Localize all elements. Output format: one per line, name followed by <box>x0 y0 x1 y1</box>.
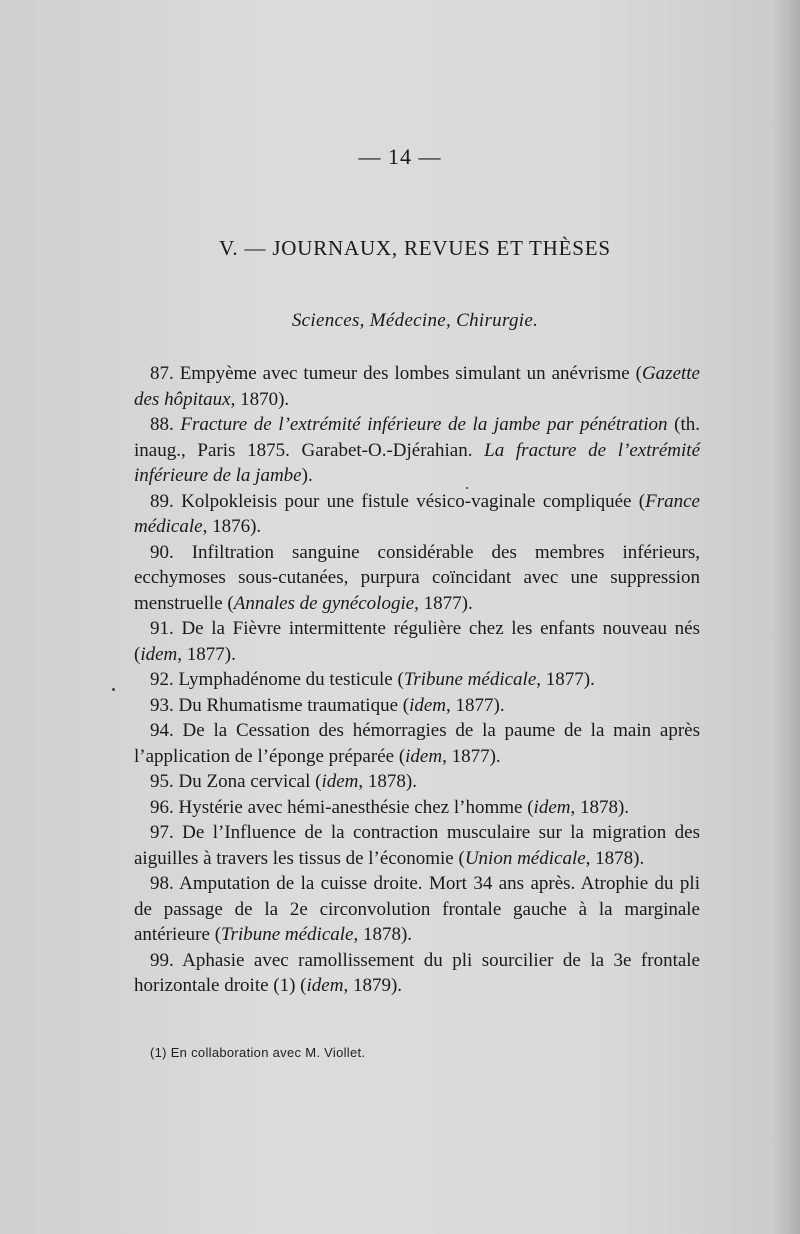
entry-number: 88. <box>150 414 181 435</box>
entry-number: 92. <box>150 669 179 690</box>
entry-source-italic: idem <box>533 796 571 818</box>
bibliography-entry <box>134 718 700 769</box>
entry-source-italic: idem <box>306 975 344 996</box>
entry-source-italic: Union médicale <box>464 847 586 869</box>
entry-text: Infiltration sanguine considérable des membres inférieurs, ecchymoses sous-cutanées, purpura coïncidant avec une suppression menstruelle ( <box>134 541 700 614</box>
bibliography-entry <box>134 820 700 871</box>
bibliography-entry <box>134 948 700 999</box>
page-number: — 14 — <box>358 144 442 169</box>
entry-number: 95. <box>150 771 179 792</box>
entry-text: , 1877). <box>177 643 236 665</box>
entry-text: De la Cessation des hémorragies de la paume de la main après l’application de l’éponge préparée ( <box>134 720 701 767</box>
entry-number: 93. <box>150 694 179 716</box>
print-speck <box>112 688 115 691</box>
entry-text: Du Rhumatisme traumatique ( <box>178 694 410 716</box>
entry-text: , 1878). <box>358 771 417 792</box>
entry-text: Lymphadénome du testicule ( <box>178 669 404 690</box>
entry-source-italic: idem <box>405 745 443 767</box>
entry-source-italic: idem <box>409 694 447 716</box>
bibliography-entry <box>134 412 700 489</box>
entry-text: Amputation de la cuisse droite. Mort 34 ans après. Atrophie du pli de passage de la 2e circonvolution frontale gauche à la marginale antérieure ( <box>134 873 700 945</box>
bibliography-entry <box>134 795 700 821</box>
entry-number: 89. <box>150 490 182 512</box>
entry-number: 97. <box>150 822 183 843</box>
print-speck <box>466 487 468 489</box>
bibliography-entry <box>134 871 700 948</box>
bibliography-entry <box>134 667 700 693</box>
entry-text: , 1870). <box>230 388 290 410</box>
entry-text: (th. inaug., Paris 1875. Garabet-O.-Djérahian. <box>134 414 700 461</box>
entry-source-italic: Tribune médicale <box>221 924 354 945</box>
bibliography-entry <box>134 693 700 719</box>
entry-source-italic: Annales de gynécologie <box>233 592 415 614</box>
entry-text: De la Fièvre intermittente régulière chez les enfants nouveau nés ( <box>134 618 701 665</box>
section-title: V. — JOURNAUX, REVUES ET THÈSES <box>219 236 611 260</box>
entry-source-italic: idem <box>140 643 178 665</box>
entry-number: 99. <box>150 949 183 971</box>
entry-text: ). <box>301 465 313 486</box>
entry-text: De l’Influence de la contraction musculaire sur la migration des aiguilles à travers les tissus de l’économie ( <box>134 822 701 869</box>
entry-number: 94. <box>150 720 183 741</box>
entry-text: Kolpokleisis pour une fistule vésico-vaginale compliquée ( <box>181 490 646 512</box>
entry-source-italic: idem <box>321 771 359 792</box>
entry-source-italic: Fracture de l’extrémité inférieure de la jambe par pénétration <box>180 414 668 435</box>
entry-text: Hystérie avec hémi-anesthésie chez l’homme ( <box>178 796 534 818</box>
entry-text: , 1878). <box>585 847 645 869</box>
entry-source-italic: Tribune médicale <box>403 669 537 690</box>
footnote: (1) En collaboration avec M. Viollet. <box>150 1045 366 1060</box>
entry-text: Empyème avec tumeur des lombes simulant un anévrisme ( <box>179 363 642 384</box>
page-edge-shadow <box>772 0 800 1234</box>
bibliography-entry <box>134 616 700 667</box>
entry-number: 98. <box>150 873 180 894</box>
entry-text: , 1879). <box>343 975 403 996</box>
entry-source-italic: La fracture de l’extrémité inférieure de la jambe <box>134 439 701 486</box>
entry-text: Du Zona cervical ( <box>178 771 322 792</box>
entry-text: , 1877). <box>446 694 505 716</box>
entry-text: , 1877). <box>442 745 501 767</box>
bibliography-entry <box>134 361 700 412</box>
entry-source-italic: Gazette des hôpitaux <box>134 363 700 410</box>
entry-number: 87. <box>150 363 180 384</box>
entry-number: 91. <box>150 618 182 639</box>
entry-text: , 1877). <box>536 669 595 690</box>
entry-text: , 1876). <box>202 516 262 537</box>
bibliography-entry <box>134 540 700 617</box>
entry-source-italic: France médicale <box>134 490 700 537</box>
entry-number: 90. <box>150 541 192 563</box>
entry-number: 96. <box>150 796 179 818</box>
entry-text: , 1877). <box>414 592 473 614</box>
bibliography-entries <box>134 361 700 999</box>
entry-text: , 1878). <box>353 924 413 945</box>
bibliography-entry <box>134 769 700 795</box>
entry-text: Aphasie avec ramollissement du pli sourcilier de la 3e frontale horizontale droite (1) ( <box>134 949 700 996</box>
section-subtitle: Sciences, Médecine, Chirurgie. <box>291 310 539 331</box>
bibliography-entry <box>134 489 700 540</box>
entry-text: , 1878). <box>570 796 630 818</box>
